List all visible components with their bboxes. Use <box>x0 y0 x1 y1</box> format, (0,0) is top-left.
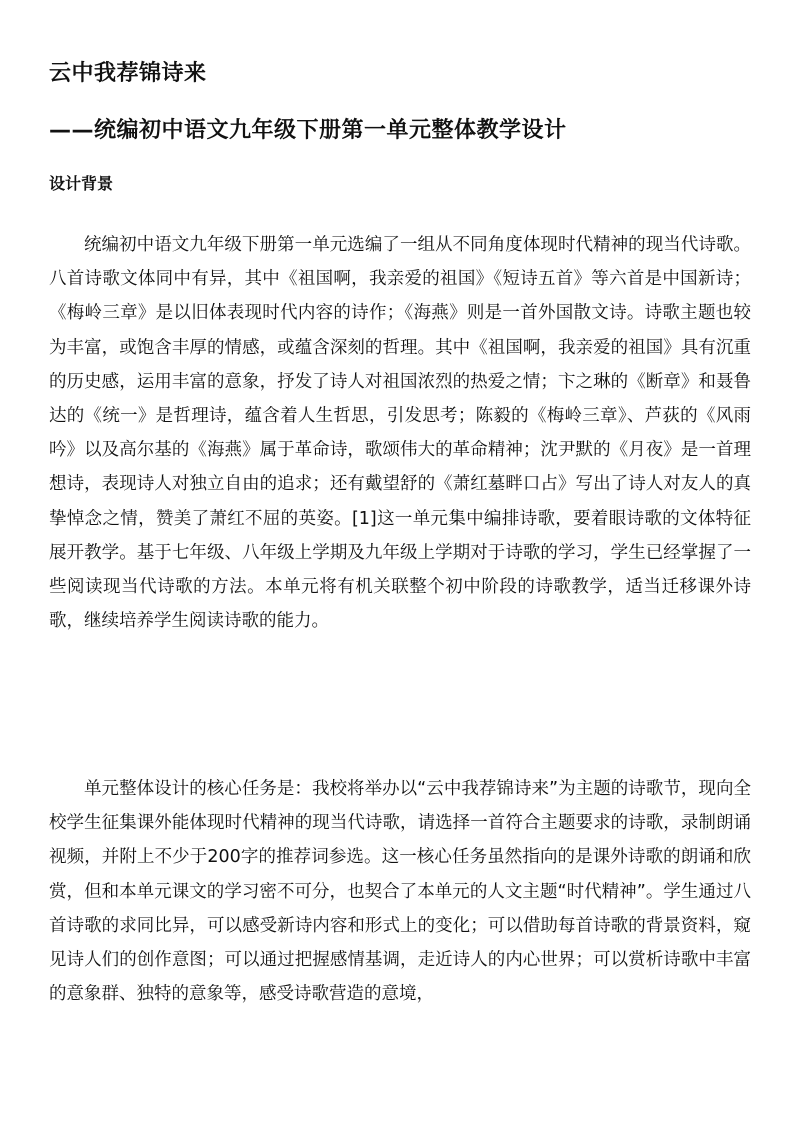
document-title: 云中我荐锦诗来 <box>49 61 207 86</box>
body-paragraph-2: 单元整体设计的核心任务是：我校将举办以“云中我荐锦诗来”为主题的诗歌节，现向全校学生征集课外能体现时代精神的现当代诗歌，请选择一首符合主题要求的诗歌，录制朗诵视频，并附上不少于200字的推荐词参选。这一核心任务虽然指向的是课外诗歌的朗诵和欣赏，但和本单元课文的学习密不可分，也契合了本单元的人文主题“时代精神”。学生通过八首诗歌的求同比异，可以感受新诗内容和形式上的变化；可以借助每首诗歌的背景资料，窥见诗人们的创作意图；可以通过把握感情基调，走近诗人的内心世界；可以赏析诗歌中丰富的意象群、独特的意象等，感受诗歌营造的意境， <box>49 779 751 1005</box>
body-paragraph-1: 统编初中语文九年级下册第一单元选编了一组从不同角度体现时代精神的现当代诗歌。八首诗歌文体同中有异，其中《祖国啊，我亲爱的祖国》《短诗五首》等六首是中国新诗；《梅岭三章》是以旧体表现时代内容的诗作；《海燕》则是一首外国散文诗。诗歌主题也较为丰富，或饱含丰厚的情感，或蕴含深刻的哲理。其中《祖国啊，我亲爱的祖国》具有沉重的历史感，运用丰富的意象，抒发了诗人对祖国浓烈的热爱之情；卞之琳的《断章》和聂鲁达的《统一》是哲理诗，蕴含着人生哲思，引发思考；陈毅的《梅岭三章》、芦荻的《风雨吟》以及高尔基的《海燕》属于革命诗，歌颂伟大的革命精神；沈尹默的《月夜》是一首理想诗，表现诗人对独立自由的追求；还有戴望舒的《萧红墓畔口占》写出了诗人对友人的真挚悼念之情，赞美了萧红不屈的英姿。[1]这一单元集中编排诗歌，要着眼诗歌的文体特征展开教学。基于七年级、八年级上学期及九年级上学期对于诗歌的学习，学生已经掌握了一些阅读现当代诗歌的方法。本单元将有机关联整个初中阶段的诗歌教学，适当迁移课外诗歌，继续培养学生阅读诗歌的能力。 <box>49 235 751 632</box>
document-subtitle: ——统编初中语文九年级下册第一单元整体教学设计 <box>49 118 567 143</box>
section-heading: 设计背景 <box>49 174 114 193</box>
